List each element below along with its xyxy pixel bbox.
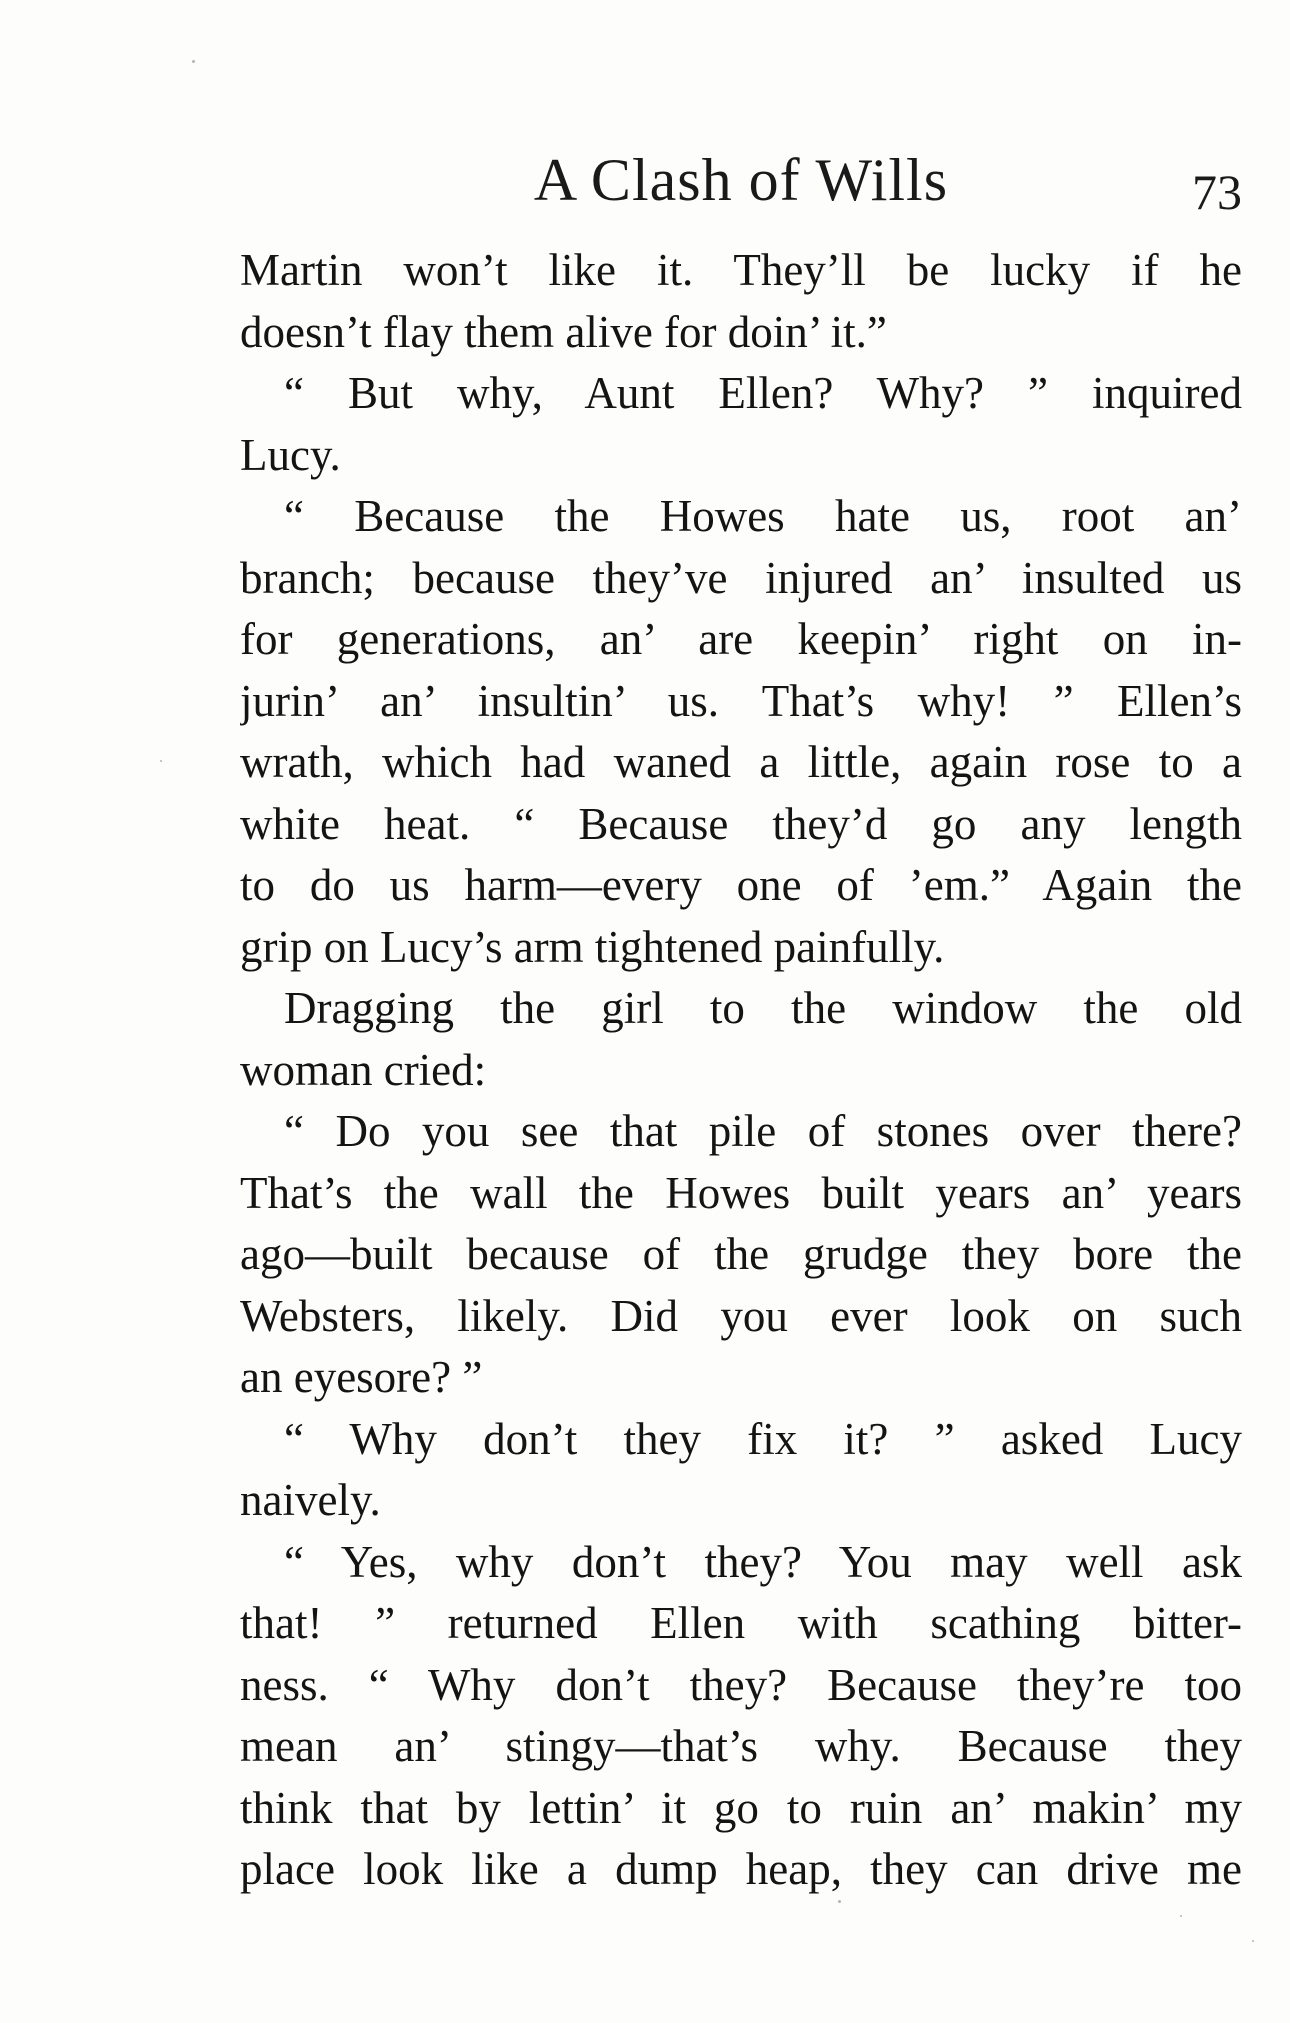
running-head — [240, 140, 1242, 220]
paper-speck — [1252, 1940, 1254, 1942]
text-line: for generations, an’ are keepin’ right on in- — [240, 614, 1242, 664]
text-line: white heat. “ Because they’d go any length — [240, 798, 1242, 849]
text-line: woman cried: — [240, 1044, 487, 1095]
text-line: doesn’t flay them alive for doin’ it.” — [240, 306, 887, 357]
text-line: “ But why, Aunt Ellen? Why? ” inquired — [284, 368, 1242, 418]
text-line: That’s the wall the Howes built years an’ years — [240, 1167, 1242, 1218]
body-text — [240, 240, 1242, 1901]
text-line: jurin’ an’ insultin’ us. That’s why! ” Ellen’s — [240, 675, 1242, 726]
text-line: branch; because they’ve injured an’ insulted us — [240, 552, 1242, 603]
text-line: ago—built because of the grudge they bore the — [240, 1229, 1242, 1279]
text-line: that! ” returned Ellen with scathing bitter- — [240, 1598, 1242, 1648]
text-line: “ Because the Howes hate us, root an’ — [284, 491, 1242, 541]
paper-speck — [160, 760, 162, 762]
text-line: Lucy. — [240, 429, 341, 480]
page-number: 73 — [1192, 164, 1242, 220]
text-line: grip on Lucy’s arm tightened painfully. — [240, 921, 945, 972]
text-line: wrath, which had waned a little, again rose to a — [240, 737, 1242, 787]
text-line: “ Why don’t they fix it? ” asked Lucy — [284, 1413, 1242, 1464]
text-line: “ Do you see that pile of stones over there? — [284, 1106, 1242, 1156]
paper-speck — [192, 60, 195, 63]
text-line: think that by lettin’ it go to ruin an’ makin’ my — [240, 1782, 1242, 1833]
text-line: “ Yes, why don’t they? You may well ask — [284, 1536, 1242, 1587]
text-line: to do us harm—every one of ’em.” Again the — [240, 860, 1242, 910]
text-line: place look like a dump heap, they can drive me — [240, 1844, 1242, 1894]
text-line: ness. “ Why don’t they? Because they’re too — [240, 1659, 1242, 1710]
text-line: naively. — [240, 1475, 381, 1525]
running-title: A Clash of Wills — [533, 147, 949, 213]
text-line: mean an’ stingy—that’s why. Because they — [240, 1721, 1242, 1771]
text-line: Websters, likely. Did you ever look on such — [240, 1290, 1242, 1341]
text-line: Dragging the girl to the window the old — [284, 983, 1242, 1033]
paper-speck — [1180, 1915, 1182, 1917]
text-line: an eyesore? ” — [240, 1352, 483, 1402]
paper-speck — [838, 1900, 841, 1903]
text-line: Martin won’t like it. They’ll be lucky if he — [240, 245, 1242, 295]
